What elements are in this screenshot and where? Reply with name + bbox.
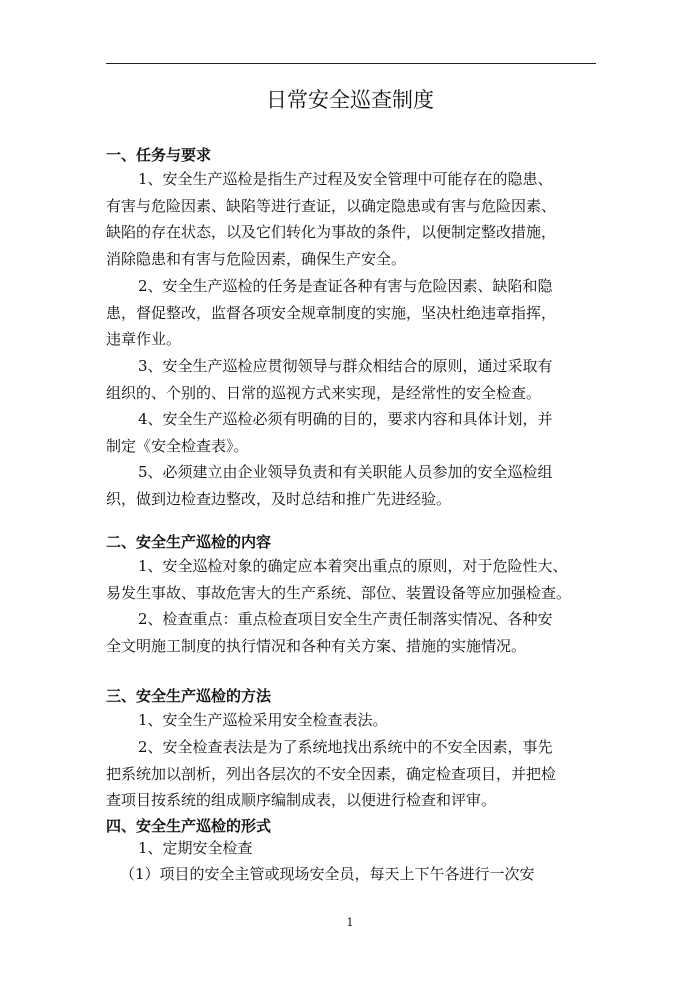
section-heading: 三、安全生产巡检的方法 [106,687,272,705]
text-line: 2、检查重点：重点检查项目安全生产责任制落实情况、各种安 [138,610,553,628]
text-line: 织，做到边检查边整改，及时总结和推广先进经验。 [106,489,452,508]
paragraph [106,835,596,862]
text-line: 易发生事故、事故危害大的生产系统、部位、装置设备等应加强检查。 [106,583,572,602]
paragraph [106,353,596,406]
section-heading: 四、安全生产巡检的形式 [106,817,272,835]
paragraph [106,606,596,659]
section-heading: 二、安全生产巡检的内容 [106,533,272,551]
text-line: 把系统加以剖析，列出各层次的不安全因素，确定检查项目，并把检 [106,764,557,783]
text-line: 4、安全生产巡检必须有明确的目的，要求内容和具体计划，并 [138,410,553,428]
text-line: 全文明施工制度的执行情况和各种有关方案、措施的实施情况。 [106,636,527,655]
text-line: 有害与危险因素、缺陷等进行查证，以确定隐患或有害与危险因素、 [106,196,557,215]
text-line: 1、定期安全检查 [138,839,253,857]
paragraph [106,166,596,272]
paragraph [106,459,596,512]
text-line: 1、安全巡检对象的确定应本着突出重点的原则，对于危险性大、 [138,557,568,575]
text-line: 2、安全检查表法是为了系统地找出系统中的不安全因素，事先 [138,738,553,756]
paragraph [106,406,596,459]
section-heading: 一、任务与要求 [106,146,212,164]
text-line: 2、安全生产巡检的任务是查证各种有害与危险因素、缺陷和隐 [138,277,553,295]
text-line: （1）项目的安全主管或现场安全员，每天上下午各进行一次安 [120,865,535,883]
text-line: 患，督促整改，监督各项安全规章制度的实施，坚决杜绝违章指挥， [106,303,557,322]
text-line: 消除隐患和有害与危险因素，确保生产安全。 [106,249,407,268]
header-rule [106,63,596,64]
paragraph [106,734,596,814]
paragraph [106,553,596,606]
text-line: 查项目按系统的组成顺序编制成表，以便进行检查和评审。 [106,791,497,810]
text-line: 组织的、个别的、日常的巡视方式来实现，是经常性的安全检查。 [106,383,542,402]
page-number: 1 [346,916,354,929]
document-title: 日常安全巡查制度 [266,88,434,112]
paragraph [106,707,596,734]
text-line: 1、安全生产巡检采用安全检查表法。 [138,711,388,729]
text-line: 违章作业。 [106,330,182,349]
paragraph [106,861,596,888]
paragraph [106,273,596,353]
text-line: 制定《安全检查表》。 [106,436,249,455]
text-line: 缺陷的存在状态，以及它们转化为事故的条件，以便制定整改措施， [106,223,557,242]
text-line: 5、必须建立由企业领导负责和有关职能人员参加的安全巡检组 [138,463,553,481]
text-line: 3、安全生产巡检应贯彻领导与群众相结合的原则，通过采取有 [138,357,553,375]
text-line: 1、安全生产巡检是指生产过程及安全管理中可能存在的隐患、 [138,170,553,188]
